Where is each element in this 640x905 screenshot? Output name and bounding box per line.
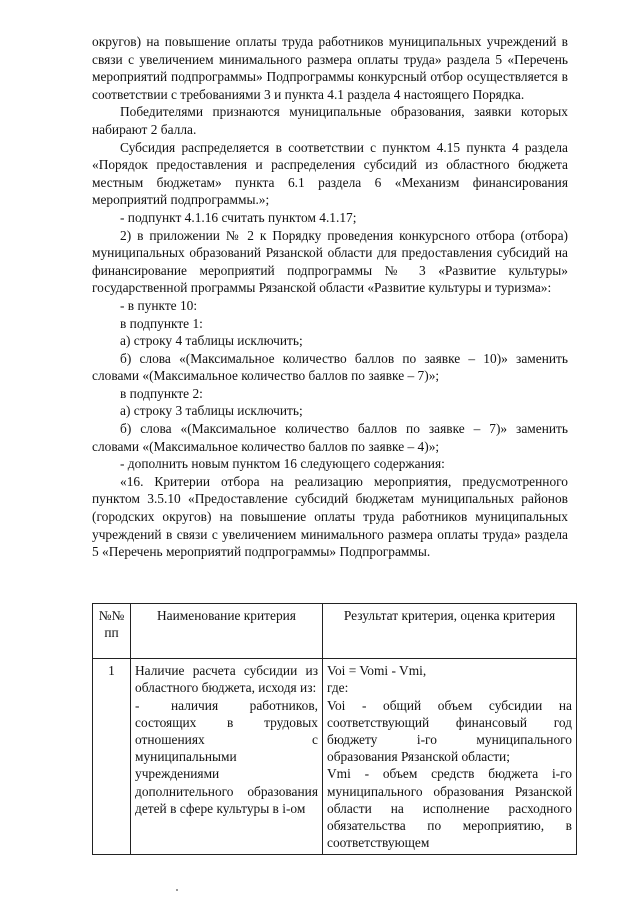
paragraph-replace-10-7: б) слова «(Максимальное количество баллов по заявке – 10)» заменить словами «(Максимальное количество баллов по заявке – 7)»; xyxy=(92,350,568,384)
table-header-row xyxy=(93,604,577,659)
definition-voi: Voi - общий объем субсидии на соответствующий финансовый год бюджету i-го муниципального образования Рязанской области; xyxy=(327,697,572,765)
row-criterion-result xyxy=(323,659,577,855)
paragraph-winners: Победителями признаются муниципальные образования, заявки которых набирают 2 балла. xyxy=(92,104,568,137)
paragraph-replace-7-4: б) слова «(Максимальное количество баллов по заявке – 7)» заменить словами «(Максимальное количество баллов по заявке – 4)»; xyxy=(92,421,568,454)
paragraph-add-point-16: - дополнить новым пунктом 16 следующего содержания: xyxy=(120,456,445,472)
row-number: 1 xyxy=(93,659,131,855)
paragraph-row4-exclude: а) строку 4 таблицы исключить; xyxy=(120,333,303,349)
scan-speck xyxy=(176,889,178,891)
paragraph-subpoint-2: в подпункте 2: xyxy=(120,385,203,401)
criteria-table xyxy=(92,603,577,855)
body-text xyxy=(92,33,568,561)
paragraph-renumber: - подпункт 4.1.16 считать пунктом 4.1.17; xyxy=(120,209,357,225)
paragraph-row3-exclude: а) строку 3 таблицы исключить; xyxy=(120,403,303,419)
criterion-item: - наличия работников, состоящих в трудовых отношениях с муниципальными учреждениями дополнительного образования детей в сфере культуры в i-ом xyxy=(135,697,318,816)
row-criterion-name xyxy=(131,659,323,855)
paragraph-point-16: «16. Критерии отбора на реализацию мероприятия, предусмотренного пунктом 3.5.10 «Предоставление субсидий бюджетам муниципальных районов (городских округов) на повышение оплаты труда работников муниципальных учреждений в связи с увеличением минимального размера оплаты труда» раздела 5 «Перечень мероприятий подпрограммы» Подпрограммы. xyxy=(92,473,568,560)
paragraph-subpoint-1: в подпункте 1: xyxy=(120,315,203,331)
paragraph-appendix-2: 2) в приложении № 2 к Порядку проведения конкурсного отбора (отбора) муниципальных образований Рязанской области для предоставления субсидий на финансирование мероприятий подпрограммы № 3 «Развитие культуры» государственной программы Рязанской области «Развитие культуры и туризма»: xyxy=(92,227,568,296)
criterion-text: Наличие расчета субсидии из областного бюджета, исходя из: xyxy=(135,663,318,696)
table-row xyxy=(93,659,577,855)
paragraph-continuation: округов) на повышение оплаты труда работников муниципальных учреждений в связи с увеличением минимального размера оплаты труда» раздела 5 «Перечень мероприятий подпрограммы» Подпрограммы конкурсный отбор осуществляется в соответствии с требованиями 3 и пункта 4.1 раздела 4 настоящего Порядка. xyxy=(92,34,568,102)
header-criterion-name: Наименование критерия xyxy=(131,604,323,659)
formula: Voi = Vomi - Vmi, xyxy=(327,663,427,679)
paragraph-point-10: - в пункте 10: xyxy=(120,297,198,313)
paragraph-subsidy-distribution: Субсидия распределяется в соответствии с пунктом 4.15 пункта 4 раздела «Порядок предоставления и распределения субсидий из областного бюджета местным бюджетам» пункта 6.1 раздела 6 «Механизм финансирования мероприятий подпрограммы.»; xyxy=(92,139,568,208)
definition-vmi: Vmi - объем средств бюджета i-го муниципального образования Рязанской области на исполнение расходного обязательства по мероприятию, в соответствующем xyxy=(327,766,572,851)
where-label: где: xyxy=(327,680,349,696)
header-number: №№ пп xyxy=(93,604,131,659)
header-criterion-result: Результат критерия, оценка критерия xyxy=(323,604,577,659)
